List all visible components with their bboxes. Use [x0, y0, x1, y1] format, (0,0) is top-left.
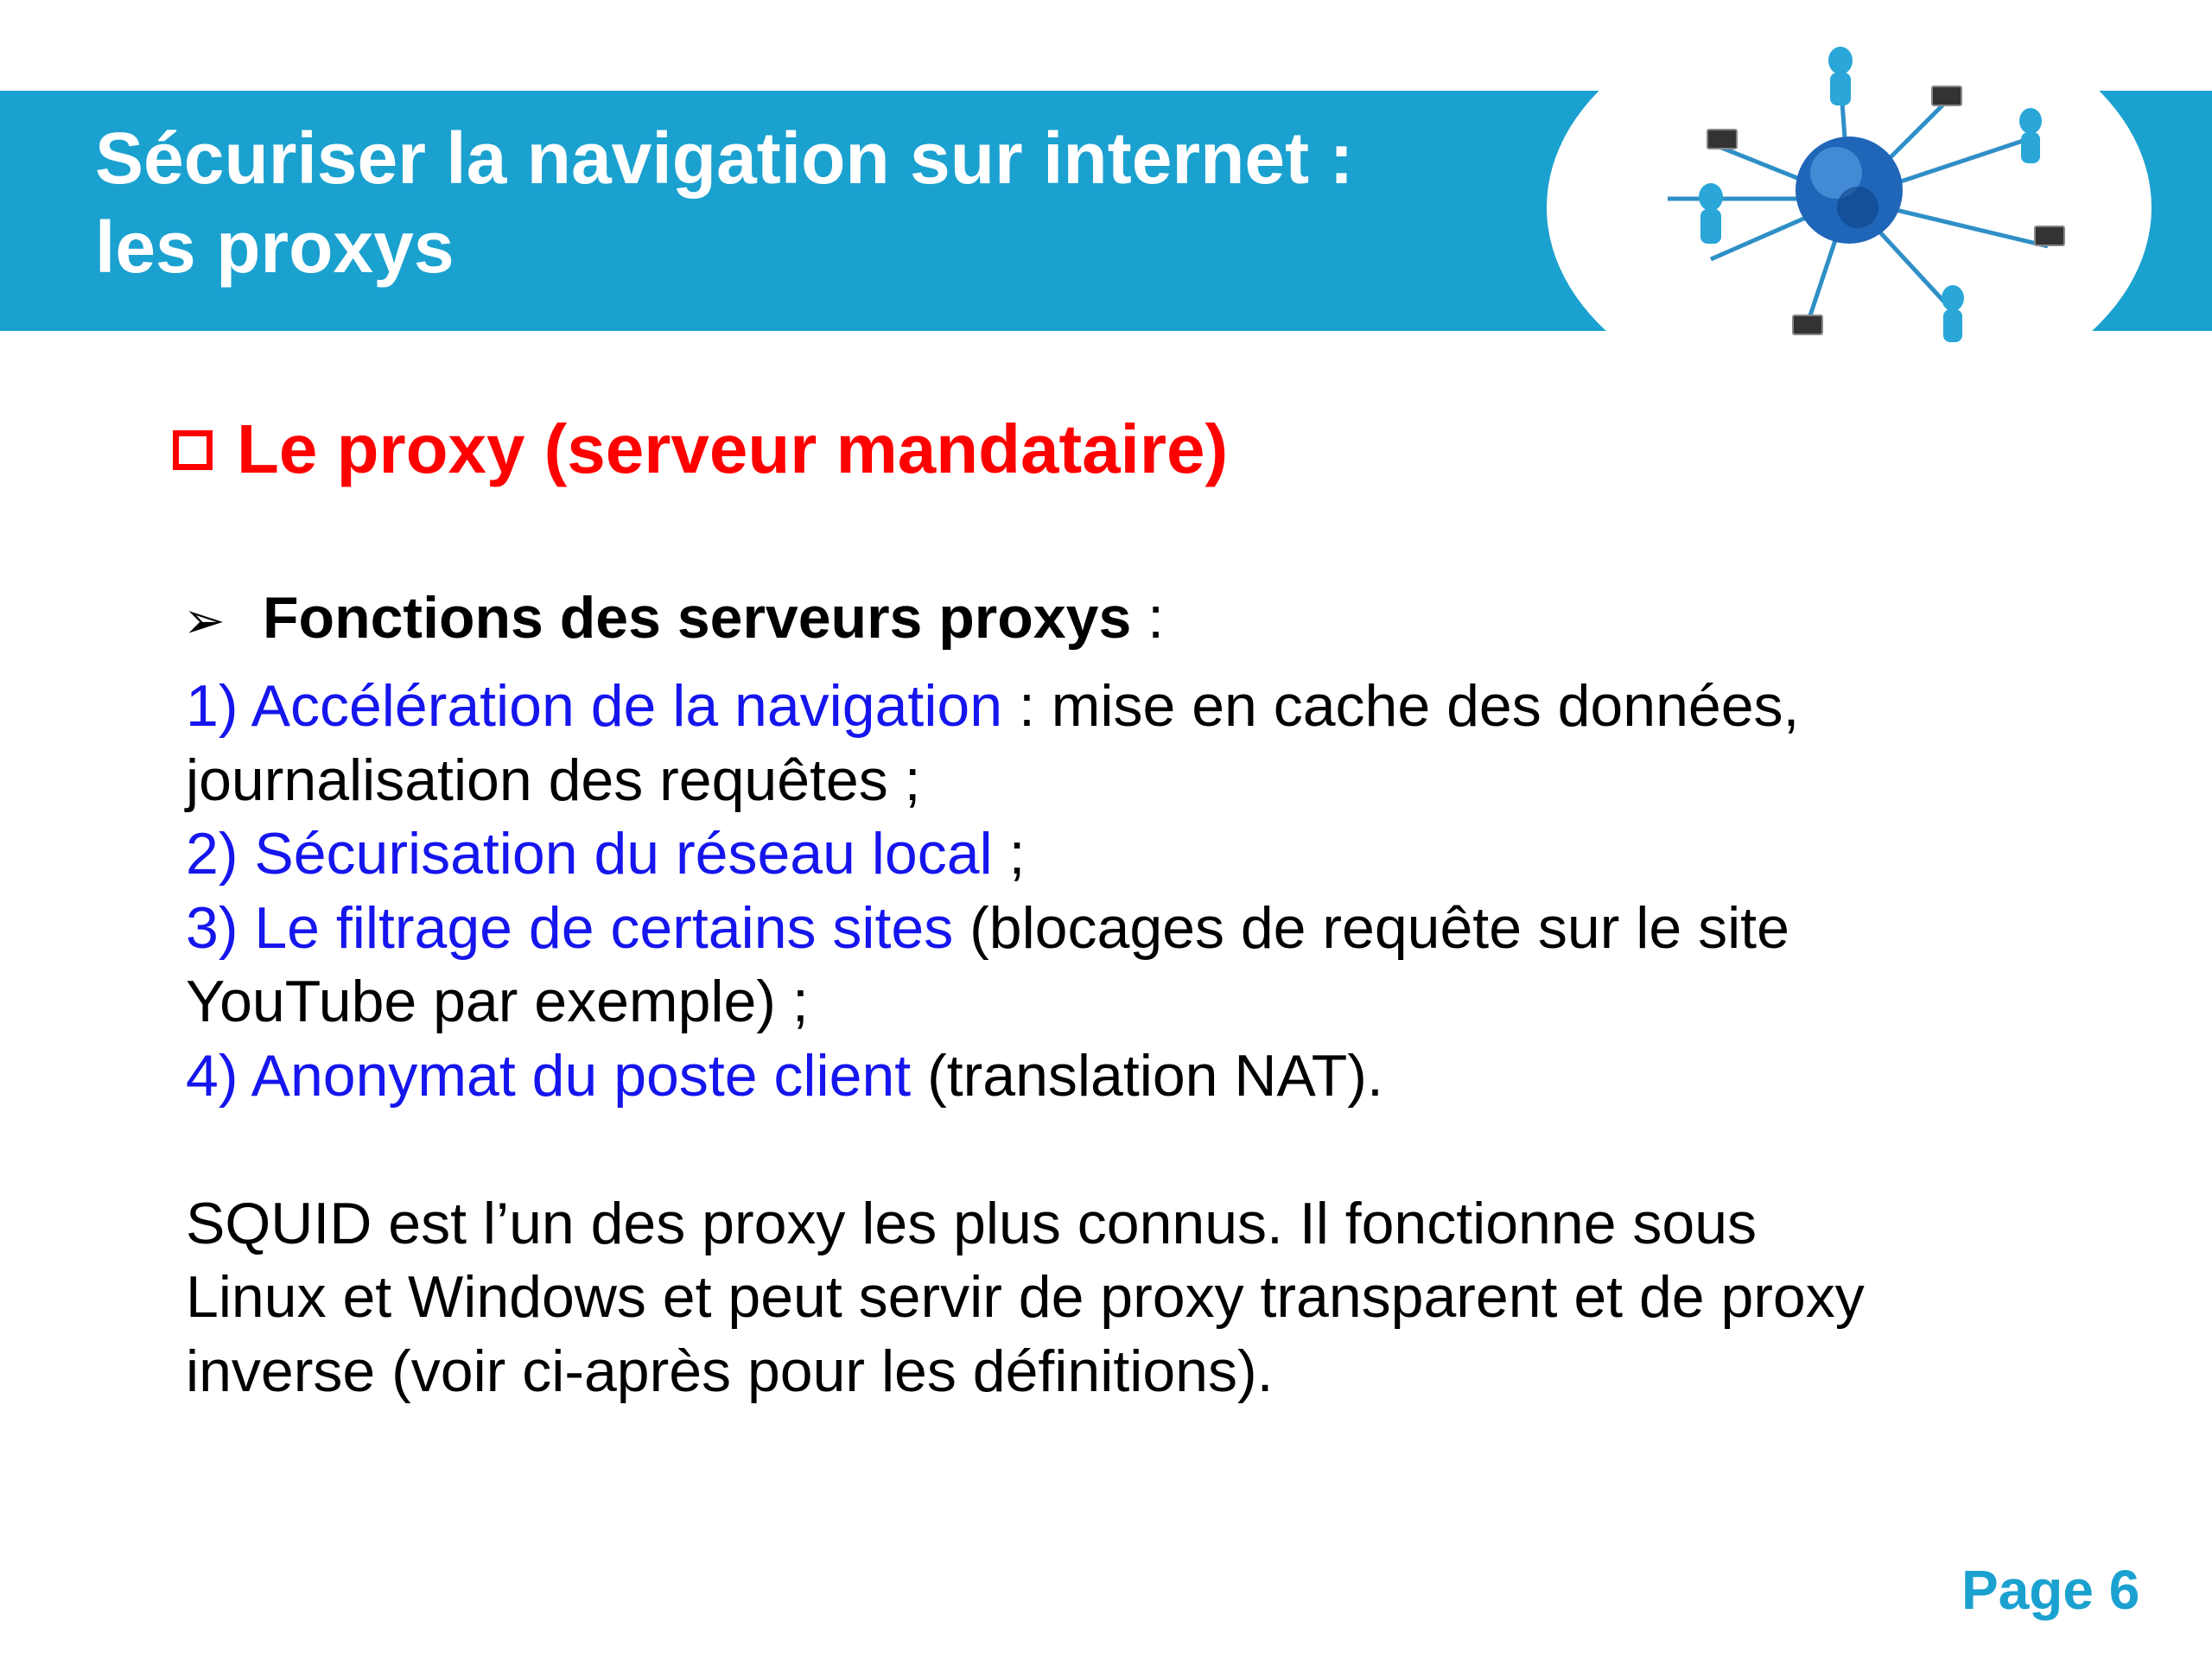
function-item-4 [186, 1039, 2087, 1114]
section-heading-text: Le proxy (serveur mandataire) [237, 410, 1229, 487]
function-item-1 [186, 670, 2087, 744]
subsection-title-suffix: : [1131, 585, 1165, 651]
network-globe-icon [1547, 0, 2152, 415]
subsection-heading [183, 579, 1652, 660]
function-text: ; [992, 821, 1026, 887]
checkbox-bullet-icon [173, 430, 213, 470]
subsection-title: Fonctions des serveurs proxys [263, 585, 1132, 651]
squid-line-3: inverse (voir ci-après pour les définitions). [186, 1338, 1274, 1404]
function-item-3 [186, 892, 2087, 966]
function-item-2 [186, 817, 2087, 892]
function-item-1-continuation: journalisation des requêtes ; [186, 747, 921, 813]
squid-line-1: SQUID est l’un des proxy les plus connus. Il fonctionne sous [186, 1190, 1758, 1256]
squid-line-2: Linux et Windows et peut servir de proxy transparent et de proxy [186, 1264, 1865, 1330]
function-label: 1) Accélération de la navigation [186, 673, 1003, 739]
function-text: : mise en cache des données, [1002, 673, 1800, 739]
function-label: 4) Anonymat du poste client [186, 1042, 912, 1109]
page-number: Page 6 [1961, 1559, 2140, 1621]
function-text: (blocages de requête sur le site [953, 894, 1789, 961]
slide-title-line-1: Sécuriser la navigation sur internet : [95, 118, 1354, 199]
slide-title [95, 114, 1478, 292]
function-text: (translation NAT). [911, 1042, 1383, 1109]
function-item-3-continuation: YouTube par exemple) ; [186, 969, 809, 1034]
arrow-bullet-icon: ➢ [183, 593, 226, 649]
function-label: 3) Le filtrage de certains sites [186, 894, 954, 961]
body-content [186, 670, 2087, 1408]
slide-title-line-2: les proxys [95, 207, 454, 288]
section-heading [173, 406, 1642, 493]
function-label: 2) Sécurisation du réseau local [186, 821, 993, 887]
paragraph-spacer [186, 1113, 2087, 1187]
